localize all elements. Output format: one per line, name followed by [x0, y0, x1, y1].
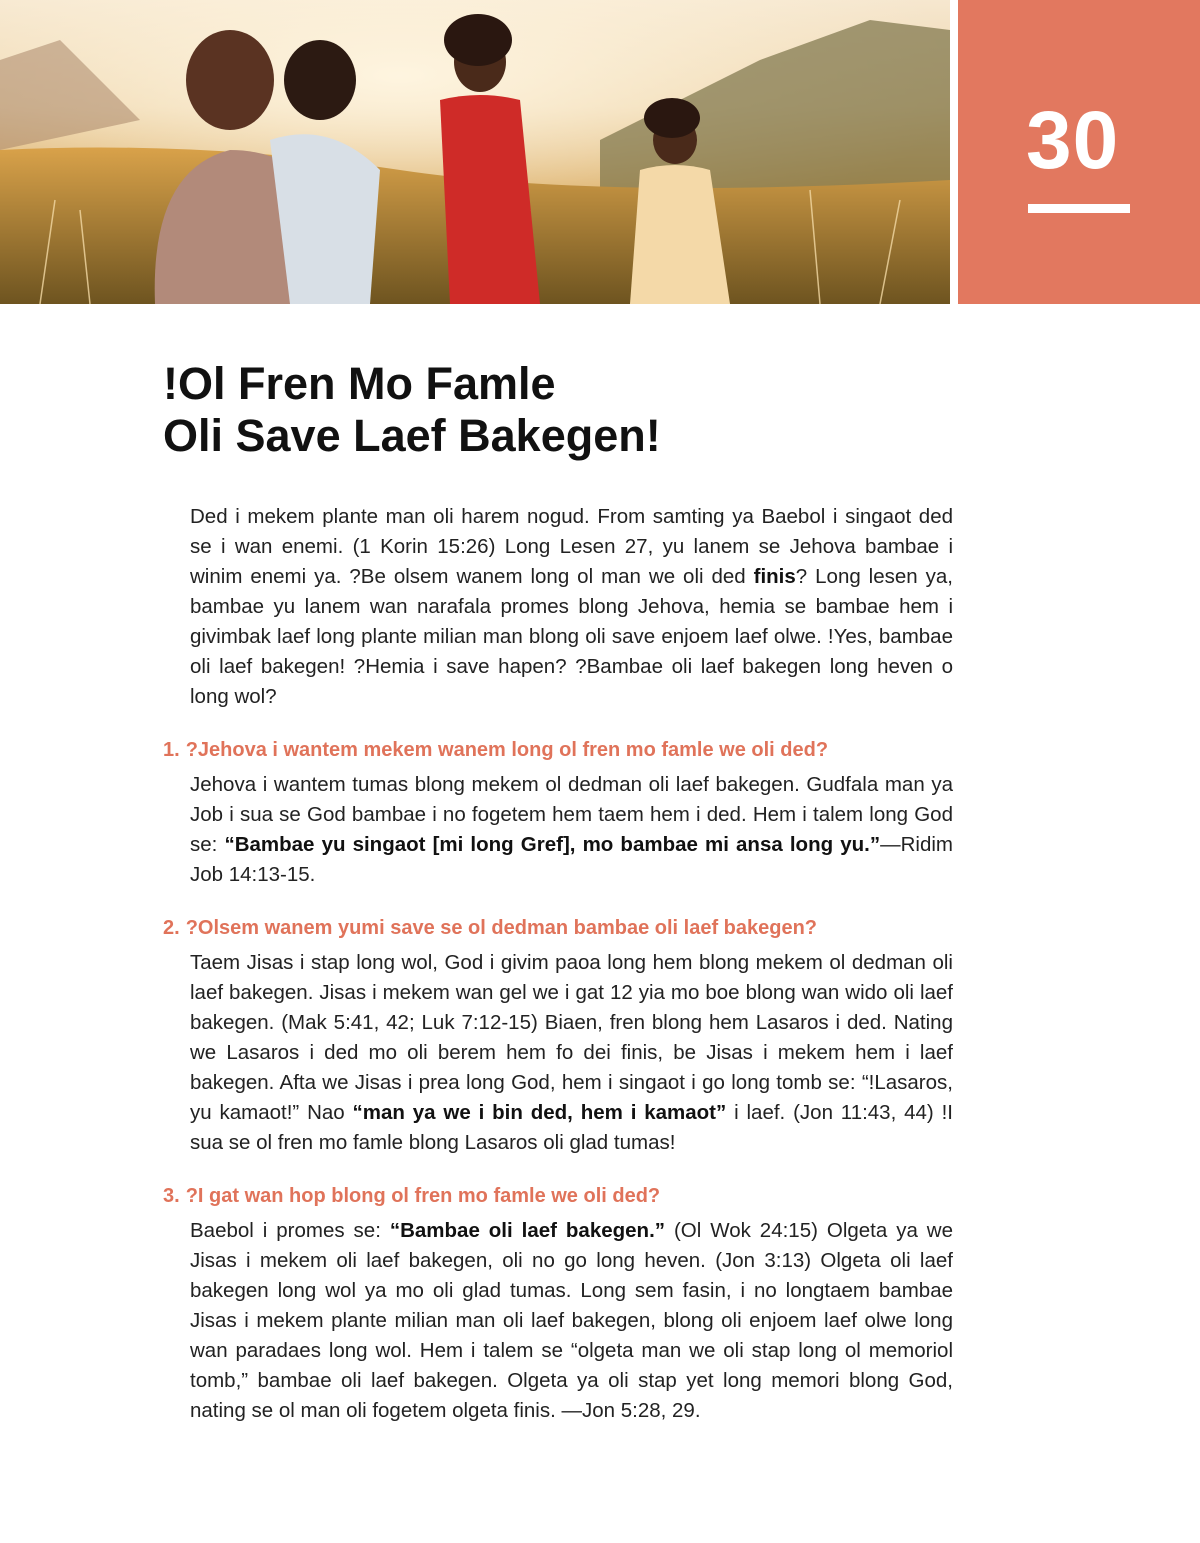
- hero-photo: [0, 0, 950, 304]
- answer-text: (Ol Wok 24:15) Olgeta ya we Jisas i mekem oli laef bakegen, oli no go long heven. (Jon 3:13) Olgeta oli laef bakegen long wol ya mo oli glad tumas. Long sem fasin, i no longtaem bambae Jisas i mekem plante milian man oli laef bakegen, blong oli enjoem laef olwe long wan paradaes long wol. Hem i talem se “olgeta man we oli stap long ol memoriol tomb,” bambae oli laef bakegen. Olgeta ya oli stap yet long memori blong God, nating se ol man oli fogetem olgeta finis. —Jon 5:28, 29.: [190, 1219, 953, 1422]
- answer-text: —Ridim Job 14:13-15.: [190, 833, 953, 886]
- answer-text: Jehova i wantem tumas blong mekem ol dedman oli laef bakegen. Gudfala man ya Job i sua se God bambae i no fogetem hem taem hem i ded. Hem i talem long God se:: [190, 773, 953, 856]
- intro-text-1: Ded i mekem plante man oli harem nogud. From samting ya Baebol i singaot ded se i wan enemi. (1 Korin 15:26) Long Lesen 27, yu lanem se Jehova bambae i winim enemi ya. ?Be olsem wanem long ol man we oli ded: [190, 505, 953, 588]
- lesson-content: [163, 502, 953, 1426]
- lesson-number-box: [958, 0, 1200, 304]
- answer-bold: “Bambae oli laef bakegen.”: [389, 1219, 666, 1242]
- question-number: 3.: [163, 1185, 180, 1207]
- intro-bold: finis: [753, 565, 796, 588]
- question-2: [163, 914, 953, 942]
- question-text: ?Jehova i wantem mekem wanem long ol fren mo famle we oli ded?: [185, 739, 829, 761]
- question-1: [163, 736, 953, 764]
- lesson-underline: [1028, 204, 1130, 213]
- question-number: 2.: [163, 917, 180, 939]
- lesson-number: 30: [1026, 95, 1120, 186]
- answer-paragraph-3: [190, 1216, 953, 1426]
- title-line-2: Oli Save Laef Bakegen!: [163, 410, 661, 461]
- answer-bold: “man ya we i bin ded, hem i kamaot”: [352, 1101, 727, 1124]
- page-title: [163, 358, 983, 462]
- family-in-field-illustration: [0, 0, 950, 304]
- answer-text: Taem Jisas i stap long wol, God i givim paoa long hem blong mekem ol dedman oli laef bakegen. Jisas i mekem wan gel we i gat 12 yia mo boe blong wan wido oli laef bakegen. (Mak 5:41, 42; Luk 7:12-15) Biaen, fren blong hem Lasaros i ded. Nating we Lasaros i ded mo oli berem hem fo dei finis, be Jisas i mekem hem i laef bakegen. Afta we Jisas i prea long God, hem i singaot i go long tomb se: “!Lasaros, yu kamaot!” Nao: [190, 951, 953, 1124]
- question-3: [163, 1182, 953, 1210]
- answer-text: Baebol i promes se:: [190, 1219, 390, 1242]
- intro-paragraph: [190, 502, 953, 712]
- answer-paragraph-1: [190, 770, 953, 890]
- question-number: 1.: [163, 739, 180, 761]
- answer-bold: “Bambae yu singaot [mi long Gref], mo bambae mi ansa long yu.”: [224, 833, 881, 856]
- question-text: ?I gat wan hop blong ol fren mo famle we oli ded?: [185, 1185, 661, 1207]
- question-text: ?Olsem wanem yumi save se ol dedman bambae oli laef bakegen?: [185, 917, 818, 939]
- answer-text: i laef. (Jon 11:43, 44) !I sua se ol fren mo famle blong Lasaros oli glad tumas!: [190, 1101, 953, 1154]
- title-line-1: !Ol Fren Mo Famle: [163, 358, 556, 409]
- answer-paragraph-2: [190, 948, 953, 1158]
- intro-text-2: ? Long lesen ya, bambae yu lanem wan narafala promes blong Jehova, hemia se bambae hem i givimbak laef long plante milian man blong oli save enjoem laef olwe. !Yes, bambae oli laef bakegen! ?Hemia i save hapen? ?Bambae oli laef bakegen long heven o long wol?: [190, 565, 953, 708]
